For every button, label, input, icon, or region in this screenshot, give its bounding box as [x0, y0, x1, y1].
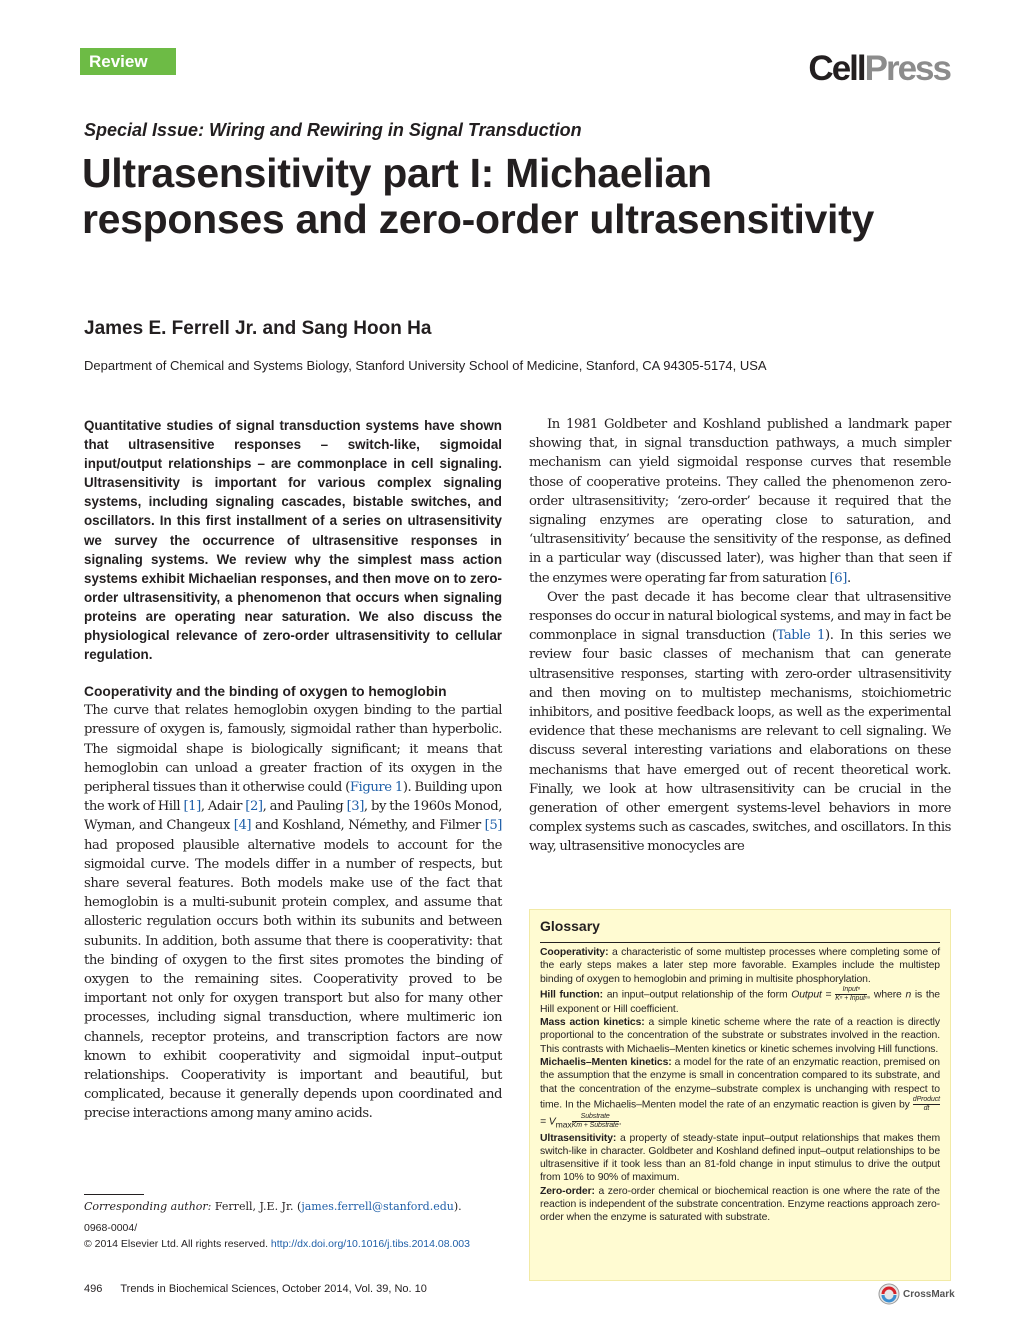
- author-email-link[interactable]: james.ferrell@stanford.edu: [301, 1200, 454, 1213]
- crossmark-badge[interactable]: CrossMark: [878, 1283, 955, 1305]
- article-title: Ultrasensitivity part I: Michaelian responses and zero-order ultrasensitivity: [82, 150, 875, 242]
- paragraph-cooperativity: The curve that relates hemoglobin oxygen binding to the partial pressure of oxygen is, famously, sigmoidal rather than hyperbolic. The sigmoidal shape is biologically significant; it means that hemoglobin can unload a greater fraction of its oxygen in the peripheral tissues than it otherwise could (Figure 1). Building upon the work of Hill [1], Adair [2], and Pauling [3], by the 1960s Monod, Wyman, and Changeux [4] and Koshland, Némethy, and Filmer [5] had proposed plausible alternative models to account for the sigmoidal curve. The models differ in a number of respects, but share several features. Both models make use of the fact that hemoglobin is a multi-subunit protein complex, and assume that allosteric regulation occurs both within its subunits and between subunits. In addition, both assume that there is cooperativity: that the binding of oxygen to the first sites promotes the binding of oxygen to the remaining sites. Cooperativity proved to be important not only for oxygen transport but also for many other processes, including signal transduction, where multimeric ion channels, receptor proteins, and transcription factors are now known to exhibit cooperativity and sigmoidal input–output relationships. Cooperativity is important and beautiful, but complicated, because it generally depends upon coordinated and precise interactions among many amino acids.: [84, 703, 503, 1122]
- abstract: Quantitative studies of signal transduction systems have shown that ultrasensitive responses – switch-like, sigmoidal input/output relationships – are commonplace in cell signaling. Ultrasensitivity is important for various complex signaling systems, including signaling cascades, bistable switches, and oscillators. In this first installment of a series on ultrasensitivity we survey the occurrence of ultrasensitive responses in signaling systems. We review why the simplest mass action systems exhibit Michaelian responses, and then move on to zero-order ultrasensitivity, a phenomenon that occurs when signaling proteins are operating near saturation. We also discuss the physiological relevance of zero-order ultrasensitivity to cellular regulation.: [84, 418, 502, 663]
- glossary-title: Glossary: [540, 916, 940, 943]
- cellpress-logo: CellPress: [808, 49, 950, 88]
- issn: 0968-0004/: [84, 1222, 138, 1234]
- substrate-fraction: $\frac{\text{Substrate}}{\text{Km + Substrate}}$: [571, 1112, 619, 1129]
- figure-1-link[interactable]: Figure 1: [349, 780, 403, 796]
- footnote-divider: [84, 1194, 144, 1195]
- reference-6-link[interactable]: [6]: [829, 570, 847, 586]
- paragraph-series-overview: Over the past decade it has become clear that ultrasensitive responses do occur in natural biological systems, and may in fact be commonplace in signal transduction (Table 1). In this series we review four basic classes of mechanism that can generate ultrasensitive responses, starting with zero-order ultrasensitivity and then moving on to multistep mechanisms, stoichiometric inhibitors, and positive feedback loops, as well as the experimental evidence that these mechanisms are relevant to cell signaling. We discuss several interesting variations and elaborations on these mechanisms that have emerged out of recent theoretical work. Finally, we look at how ultrasensitivity can be crucial in the generation of other emergent systems-level behaviors in more complex systems such as cascades, switches, and oscillators. In this way, ultrasensitive monocycles are: [529, 589, 951, 855]
- page-number: 496: [84, 1283, 103, 1295]
- article-authors: James E. Ferrell Jr. and Sang Hoon Ha: [84, 318, 432, 339]
- review-section-tab: Review: [80, 48, 176, 75]
- reference-2-link[interactable]: [2]: [245, 799, 263, 815]
- crossmark-icon: [878, 1283, 900, 1305]
- rate-fraction: $\frac{\text{dProduct}}{dt}$: [912, 1095, 940, 1112]
- hill-fraction: $\frac{\text{Inputⁿ}}{\text{Kⁿ + Inputⁿ}}$: [835, 985, 868, 1002]
- page-footer: [84, 1283, 427, 1295]
- paragraph-goldbeter-koshland: In 1981 Goldbeter and Koshland published a landmark paper showing that, in signal transduction pathways, a much simpler mechanism can yield sigmoidal response curves that resemble those of cooperative proteins. They called the phenomenon zero-order ultrasensitivity; ‘zero-order’ because it required that the signaling enzymes are operating close to saturation, and ‘ultrasensitivity’ because the sensitivity of the response, as defined in a particular way (discussed later), was higher than that seen if the enzymes were operating far from saturation [6].: [529, 417, 951, 586]
- journal-citation: Trends in Biochemical Sciences, October 2014, Vol. 39, No. 10: [120, 1283, 427, 1295]
- reference-5-link[interactable]: [5]: [484, 818, 502, 834]
- glossary-entry-mass-action: Mass action kinetics: a simple kinetic scheme where the rate of a reaction is directly proportional to the concentration of the substrate or substrates involved in the reaction. This contrasts with Michaelis–Menten kinetics or kinetic schemes involving Hill functions.: [540, 1017, 940, 1055]
- glossary-entry-ultrasensitivity: Ultrasensitivity: a property of steady-state input–output relationships that makes them switch-like in character. Goldbeter and Koshland defined input–output relationships to be ultrasensitive if it took less than an 81-fold change in input stimulus to drive the output from 10% to 90% of maximum.: [540, 1132, 940, 1184]
- glossary-entry-hill-function: Hill function: an input–output relationship of the form Output = $\frac{\text{Inputⁿ}}{\text{Kⁿ + Inputⁿ}}$ , where n is the Hill exponent or Hill coefficient.: [540, 985, 940, 1015]
- reference-3-link[interactable]: [3]: [346, 799, 364, 815]
- special-issue-label: Special Issue: Wiring and Rewiring in Signal Transduction: [84, 120, 582, 140]
- copyright-line: © 2014 Elsevier Ltd. All rights reserved. http://dx.doi.org/10.1016/j.tibs.2014.08.003: [84, 1238, 470, 1250]
- glossary-entry-michaelis-menten: Michaelis–Menten kinetics: a model for the rate of an enzymatic reaction, premised on the assumption that the enzyme is small in concentration compared to its substrate, and that the concentration of the enzyme–substrate complex is unchanging with respect to time. In the Michaelis–Menten model the rate of an enzymatic reaction is given by $\frac{\text{dProduct}}{dt}$ = $V_{max}$ $\frac{\text{Substrate}}{\text{Km + Substrate}}$ .: [540, 1057, 940, 1130]
- left-column: [84, 416, 502, 1124]
- section-heading-cooperativity: Cooperativity and the binding of oxygen to hemoglobin: [84, 684, 447, 700]
- table-1-link[interactable]: Table 1: [776, 628, 825, 644]
- doi-link[interactable]: http://dx.doi.org/10.1016/j.tibs.2014.08.003: [270, 1238, 470, 1250]
- glossary-entry-cooperativity: Cooperativity: a characteristic of some multistep processes where completing some of the early steps makes a later step more favorable. Examples include the multistep binding of oxygen to hemoglobin and priming in multisite phosphorylation.: [540, 947, 940, 985]
- author-affiliation: Department of Chemical and Systems Biology, Stanford University School of Medicine, Stanford, CA 94305-5174, USA: [84, 358, 767, 373]
- corresponding-author: Corresponding author: Ferrell, J.E. Jr. (james.ferrell@stanford.edu).: [84, 1200, 462, 1213]
- glossary-box: [529, 909, 951, 1281]
- reference-1-link[interactable]: [1]: [183, 799, 201, 815]
- right-column: [529, 415, 951, 857]
- reference-4-link[interactable]: [4]: [233, 818, 252, 834]
- glossary-entry-zero-order: Zero-order: a zero-order chemical or biochemical reaction is one where the rate of the reaction is independent of the substrate concentration. Enzyme reactions approach zero-order when the enzyme is saturated with substrate.: [540, 1185, 940, 1224]
